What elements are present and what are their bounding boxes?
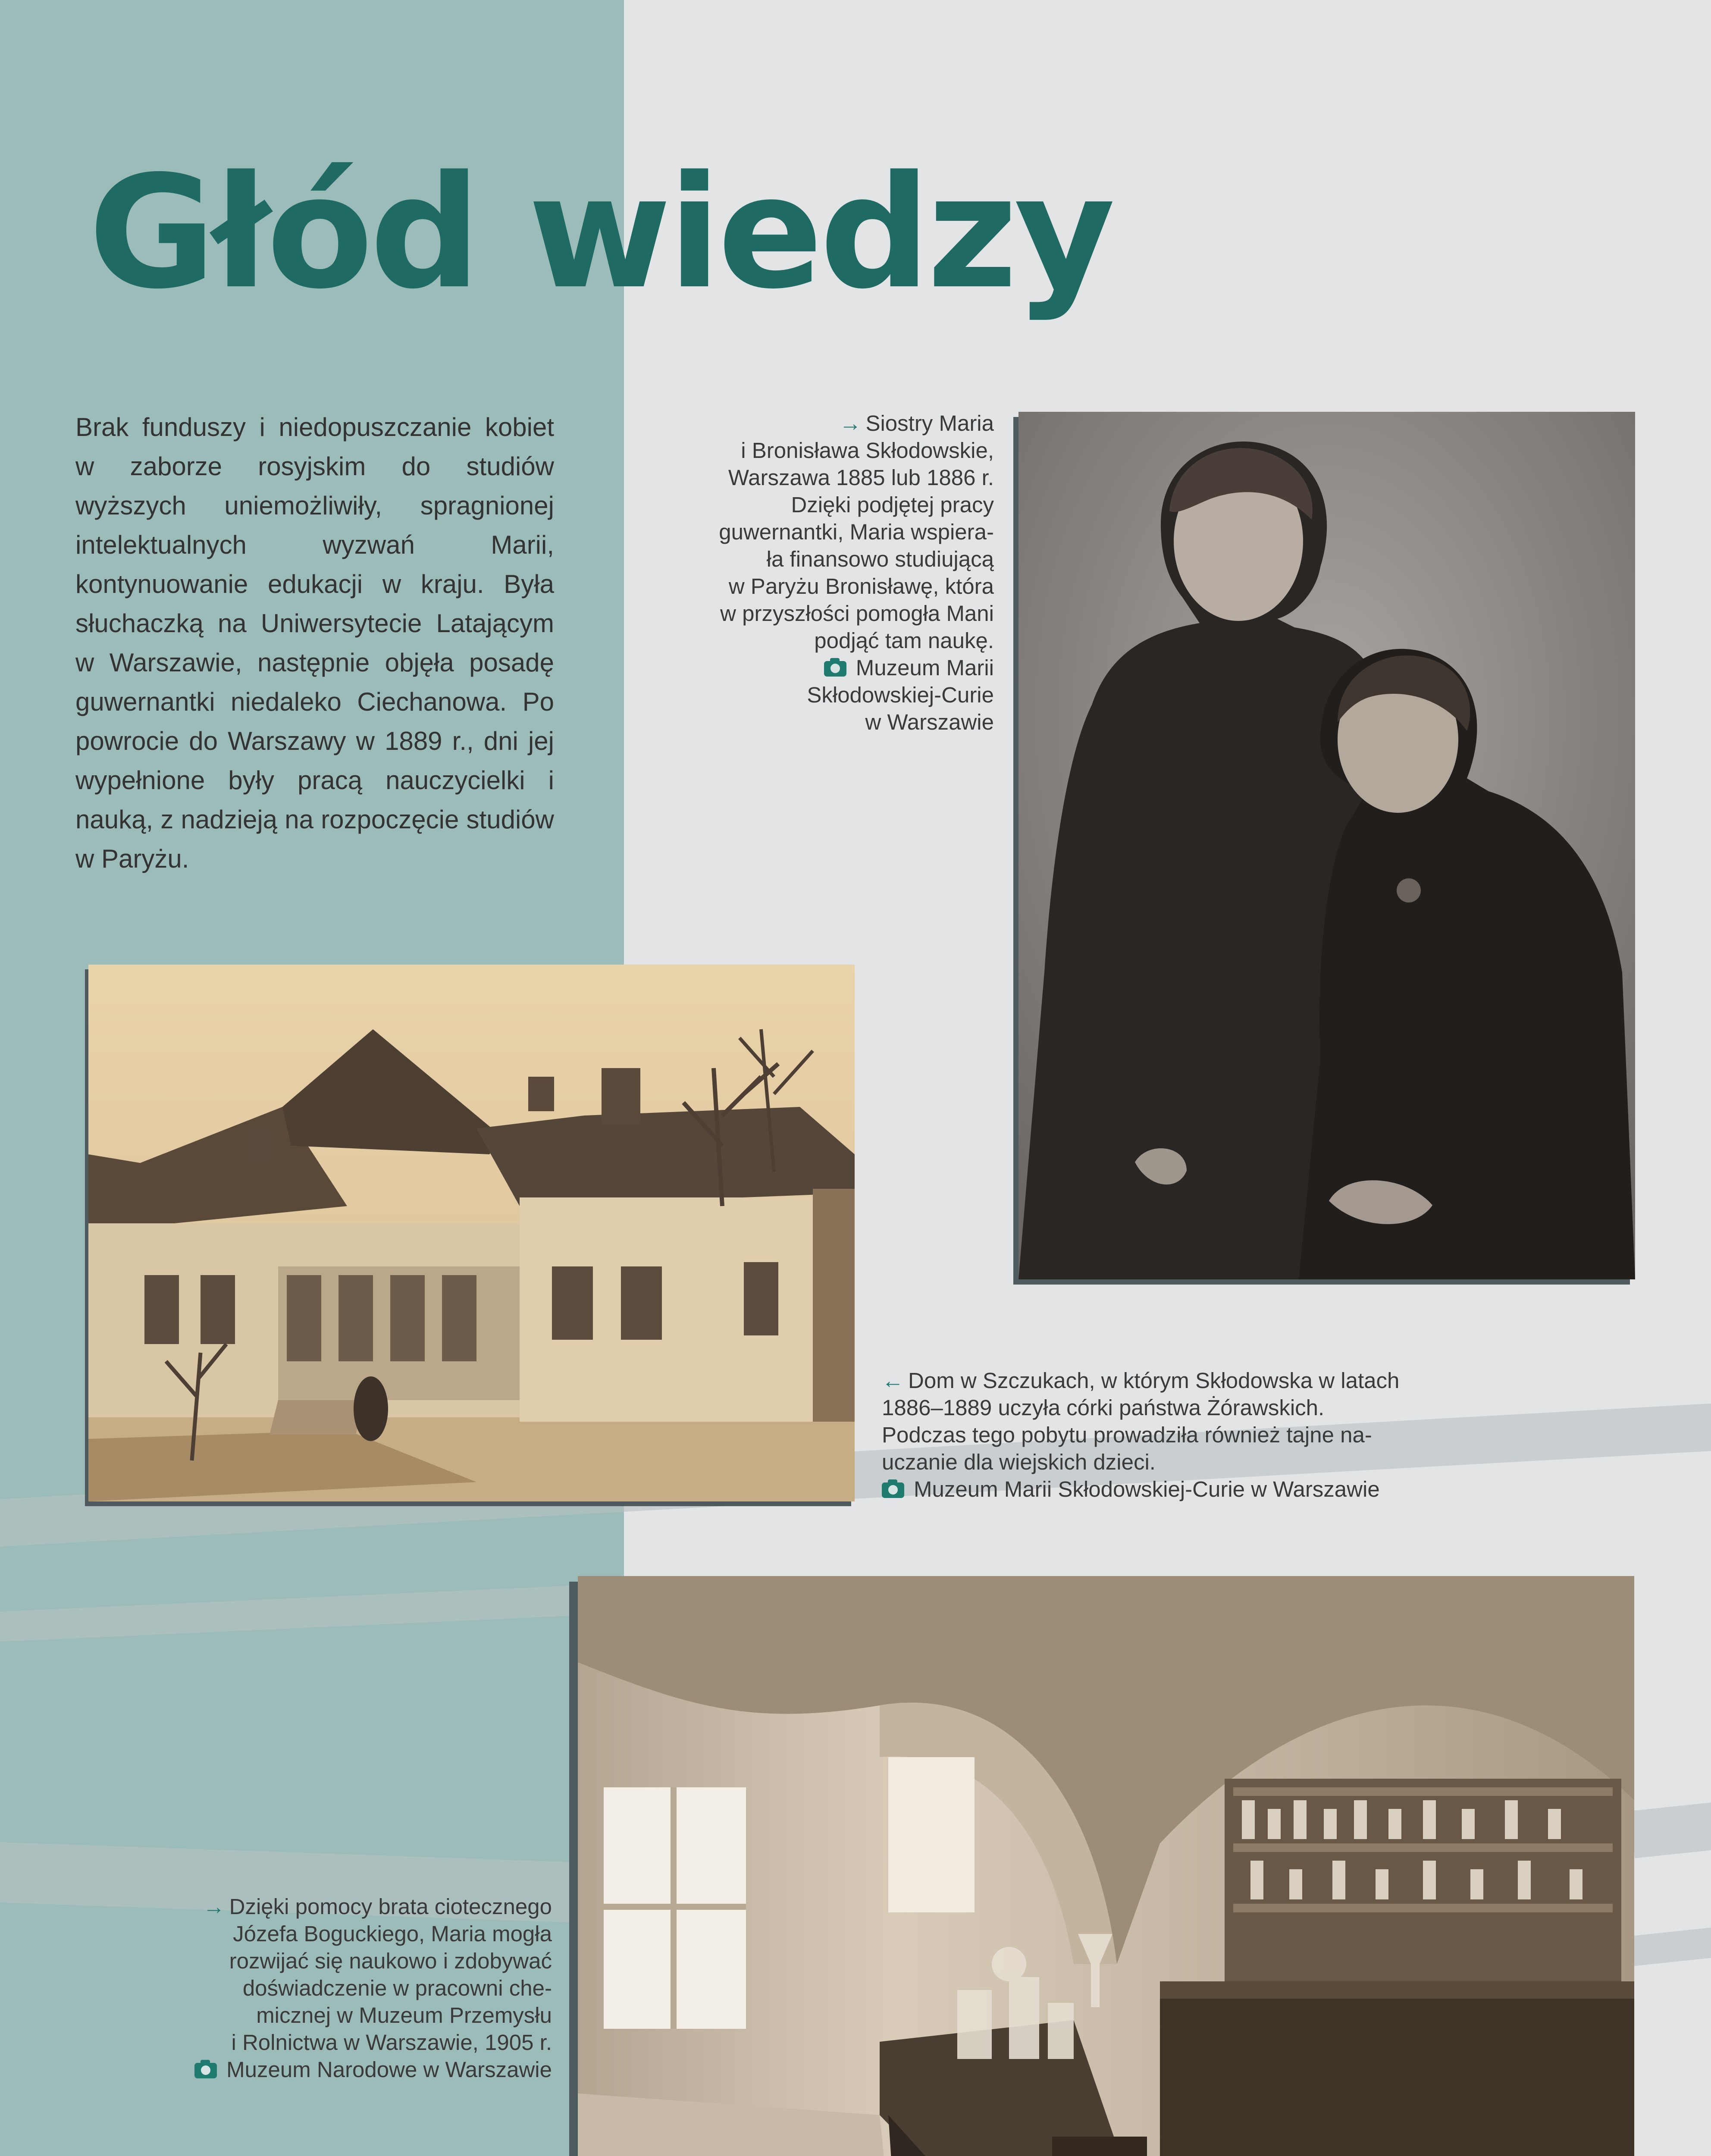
photo-credit: Muzeum Narodowe w Warszawie — [226, 2057, 552, 2082]
decorative-band — [1630, 1923, 1711, 1966]
caption-line: Dom w Szczukach, w którym Skłodowska w latach — [908, 1368, 1400, 1393]
caption-line: doświadczenie w pracowni che- — [242, 1976, 552, 2000]
intro-paragraph: Brak funduszy i niedopuszczanie kobiet w zaborze rosyjskim do studiów wyższych uniemożliwiły, spragnionej intelektualnych wyzwań Marii, kontynuowanie edukacji w kraju. Była słuchaczką na Uniwersytecie Latającym w Warszawie, następnie objęła posadę guwernantki niedaleko Ciechanowa. Po powrocie do Warszawy w 1889 r., dni jej wypełnione były pracą nauczycielki i nauką, z nadzieją na rozpoczęcie studiów w Paryżu. — [75, 413, 554, 873]
caption-line: w Paryżu Bronisławę, która — [728, 574, 994, 599]
caption-line: micznej w Muzeum Przemysłu — [256, 2003, 552, 2028]
caption-line: Dzięki podjętej pracy — [791, 492, 994, 517]
caption-line: Józefa Boguckiego, Maria mogła — [233, 1921, 552, 1946]
decorative-band — [1630, 1798, 1711, 1858]
photo-credit: w Warszawie — [865, 710, 994, 734]
caption-line: Dzięki pomocy brata ciotecznego — [229, 1894, 552, 1919]
camera-icon — [824, 661, 846, 677]
caption-line: w przyszłości pomogła Mani — [720, 601, 994, 626]
caption-line: 1886–1889 uczyła córki państwa Żórawskich. — [882, 1395, 1325, 1420]
camera-icon — [194, 2063, 217, 2078]
caption-line: ła finansowo studiującą — [766, 547, 994, 571]
caption-line: podjąć tam naukę. — [814, 628, 994, 653]
photo-credit: Muzeum Marii Skłodowskiej-Curie w Warszawie — [914, 1477, 1380, 1501]
caption-house — [882, 1367, 1494, 1503]
caption-line: guwernantki, Maria wspiera- — [719, 520, 994, 544]
photo-laboratory — [578, 1576, 1634, 2156]
caption-laboratory — [129, 1893, 552, 2083]
page-title: Głód wiedzy — [88, 142, 1112, 323]
caption-line: Warszawa 1885 lub 1886 r. — [728, 465, 994, 490]
camera-icon — [882, 1482, 904, 1498]
caption-line: i Bronisława Skłodowskie, — [741, 438, 994, 463]
caption-line: Podczas tego pobytu prowadziła również tajne na- — [882, 1423, 1372, 1447]
photo-credit: Skłodowskiej-Curie — [807, 683, 994, 707]
photo-credit: Muzeum Marii — [856, 655, 994, 680]
caption-line: rozwijać się naukowo i zdobywać — [229, 1949, 552, 1973]
caption-line: Siostry Maria — [865, 411, 994, 436]
caption-line: i Rolnictwa w Warszawie, 1905 r. — [231, 2030, 552, 2055]
caption-line: uczanie dla wiejskich dzieci. — [882, 1450, 1156, 1474]
caption-sisters — [634, 410, 994, 736]
arrow-right-icon: → — [203, 1894, 225, 1919]
photo-sisters — [1018, 412, 1635, 1279]
arrow-right-icon: → — [839, 411, 862, 436]
photo-house — [88, 965, 855, 1501]
arrow-left-icon: ← — [882, 1368, 904, 1393]
